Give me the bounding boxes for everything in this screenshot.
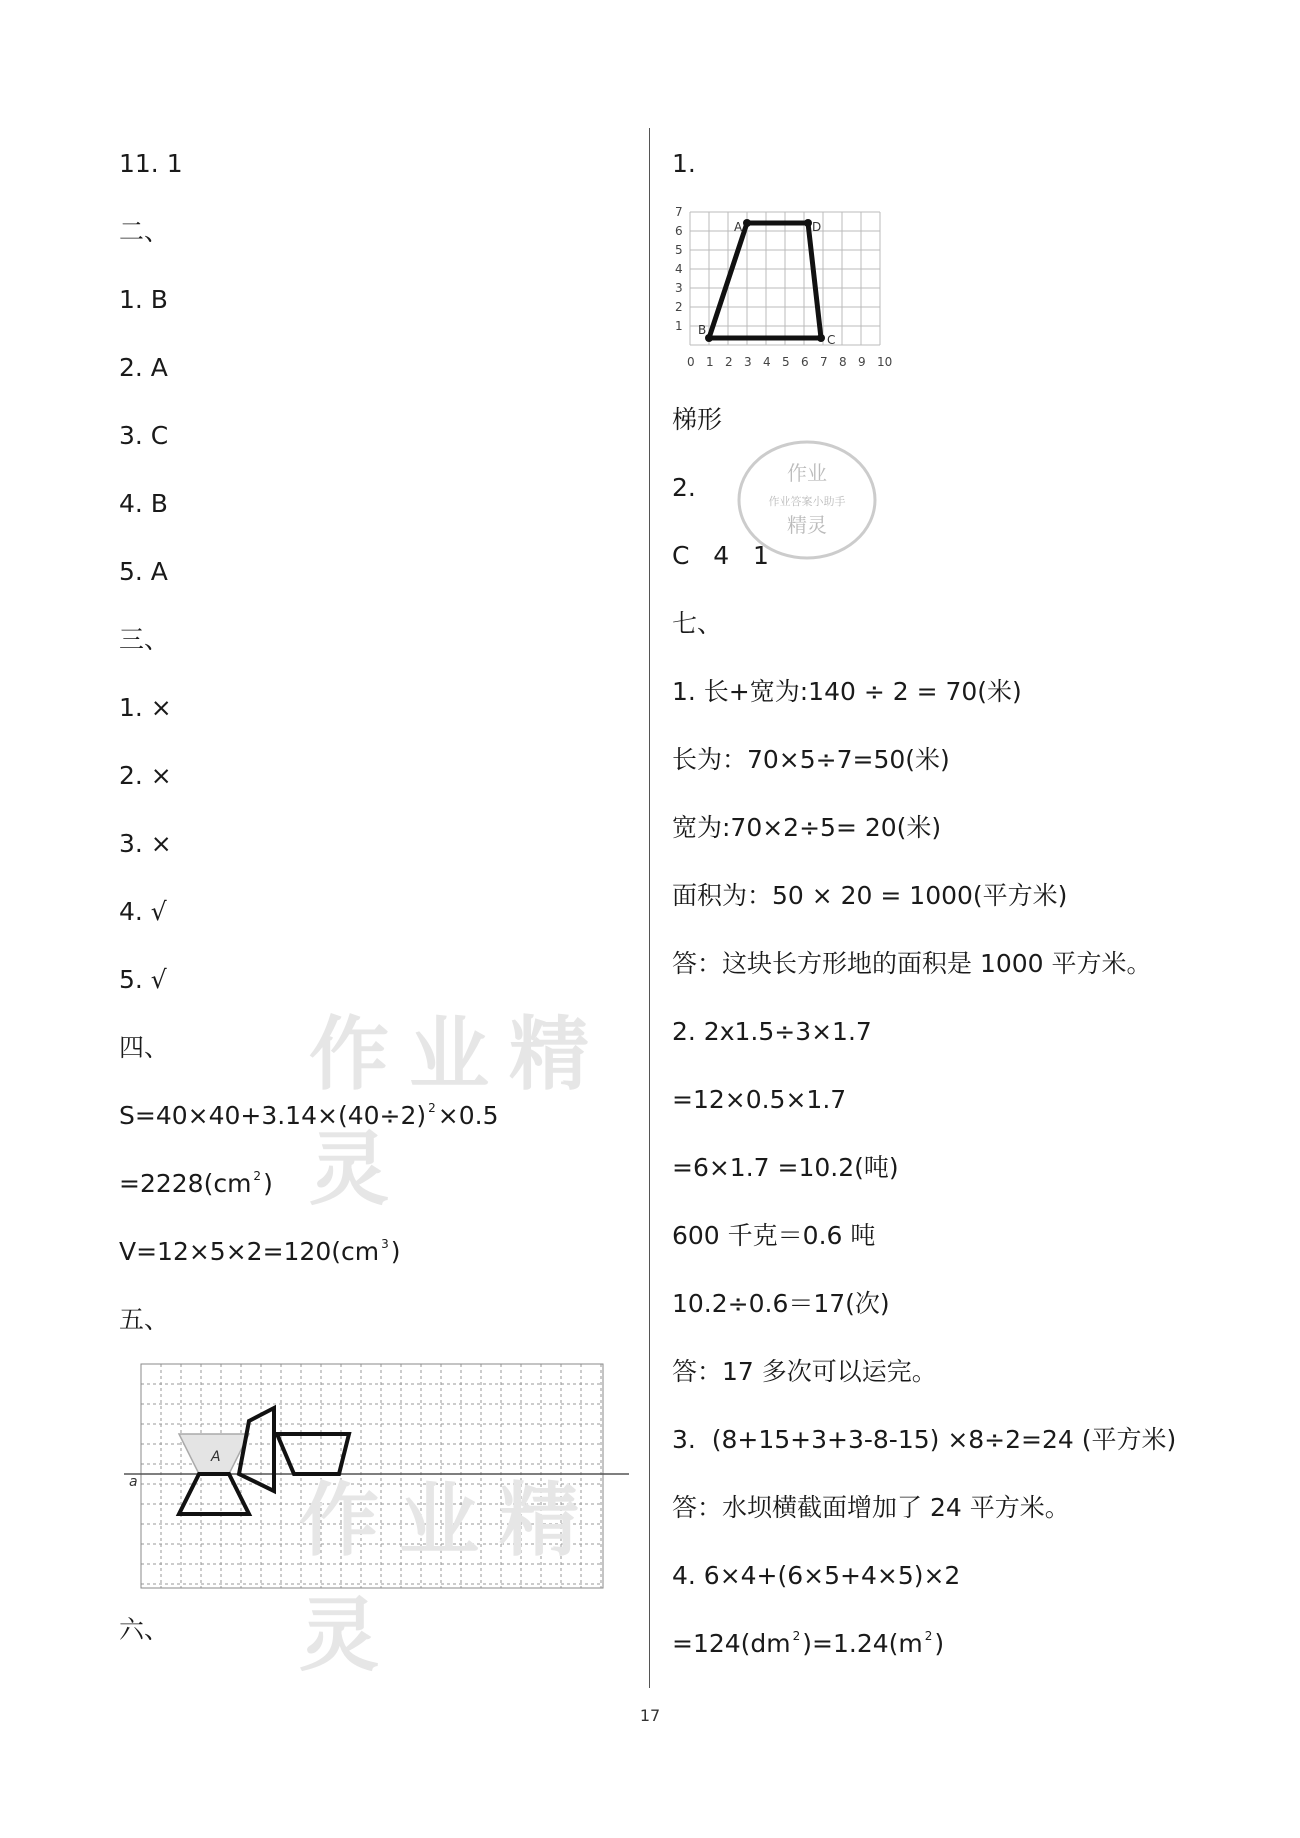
- q7-3-answer: 答：水坝横截面增加了 24 平方米。: [672, 1493, 1070, 1522]
- q7-1-step2: 长为：70×5÷7=50(米): [672, 745, 950, 774]
- q7-4-result-exp2: 2: [924, 1629, 933, 1643]
- y-tick-label: 4: [675, 262, 683, 276]
- reflection-grid-svg: [119, 1356, 639, 1596]
- q7-4-result-part1: =124(dm: [672, 1629, 791, 1658]
- section-5-heading: 五、: [119, 1305, 170, 1334]
- area-result-exponent: 2: [253, 1169, 262, 1183]
- x-tick-label: 2: [725, 355, 733, 368]
- answer-2-3: 3. C: [119, 421, 169, 450]
- q7-4-result-part3: ): [934, 1629, 945, 1658]
- answer-2-4: 4. B: [119, 489, 168, 518]
- label-b: B: [698, 323, 707, 337]
- answer-6-1: 1.: [672, 149, 696, 178]
- answer-2-1: 1. B: [119, 285, 168, 314]
- q7-4-step1: 4. 6×4+(6×5+4×5)×2: [672, 1561, 961, 1590]
- q7-1-answer: 答：这块长方形地的面积是 1000 平方米。: [672, 949, 1152, 978]
- answer-11-1: 11. 1: [119, 149, 183, 178]
- stamp-bottom-text: 精灵: [787, 513, 827, 537]
- y-tick-label: 1: [675, 319, 683, 333]
- answer-3-3: 3. ×: [119, 829, 172, 858]
- area-formula-main: S=40×40+3.14×(40÷2): [119, 1101, 427, 1130]
- label-a: A: [734, 220, 743, 234]
- section-4-heading: 四、: [119, 1033, 170, 1062]
- area-result-tail: ): [263, 1169, 273, 1198]
- x-tick-label: 9: [858, 355, 866, 368]
- y-tick-label: 5: [675, 243, 683, 257]
- reflection-figure: [119, 1356, 639, 1682]
- column-divider: [649, 128, 650, 1688]
- watermark-text-1: 作业精灵: [309, 1008, 609, 1216]
- q7-1-step4: 面积为：50 × 20 = 1000(平方米): [672, 881, 1068, 910]
- x-tick-label: 0: [687, 355, 695, 368]
- trapezoid-grid-svg: [672, 198, 942, 368]
- volume-formula-tail: ): [390, 1237, 401, 1266]
- x-tick-label: 7: [820, 355, 828, 368]
- x-tick-label: 10: [877, 355, 893, 368]
- answer-3-5: 5. √: [119, 965, 167, 994]
- volume-formula: [119, 1218, 639, 1286]
- area-formula: [119, 1082, 639, 1150]
- q7-1-step3: 宽为:70×2÷5= 20(米): [672, 813, 942, 842]
- stamp-mid-text: 作业答案小助手: [768, 495, 846, 508]
- shape-answer: 梯形: [672, 405, 723, 434]
- answer-3-2: 2. ×: [119, 761, 172, 790]
- shape-translated: [277, 1434, 349, 1474]
- label-c: C: [827, 333, 836, 347]
- x-tick-label: 6: [801, 355, 809, 368]
- x-tick-label: 3: [744, 355, 752, 368]
- answer-6-2: 2.: [672, 473, 696, 502]
- x-tick-label: 1: [706, 355, 714, 368]
- area-result-main: =2228(cm: [119, 1169, 252, 1198]
- point-a: [743, 219, 751, 227]
- watermark-stamp: [727, 430, 897, 570]
- axis-label: a: [129, 1474, 138, 1490]
- area-result: [119, 1150, 639, 1218]
- q7-2-step4: 600 千克＝0.6 吨: [672, 1221, 876, 1250]
- stamp-top-text: 作业: [787, 461, 827, 485]
- x-tick-label: 4: [763, 355, 771, 368]
- section-3-heading: 三、: [119, 625, 170, 654]
- y-tick-label: 7: [675, 205, 683, 219]
- shape-a-label: A: [211, 1449, 221, 1465]
- q7-2-step2: =12×0.5×1.7: [672, 1085, 847, 1114]
- page-number: 17: [639, 1706, 661, 1725]
- q7-2-step5: 10.2÷0.6＝17(次): [672, 1289, 890, 1318]
- shape-a-reflected: [179, 1474, 249, 1514]
- y-tick-label: 2: [675, 300, 683, 314]
- q7-2-answer: 答：17 多次可以运完。: [672, 1357, 937, 1386]
- section-2-heading: 二、: [119, 217, 170, 246]
- q7-2-step1: 2. 2x1.5÷3×1.7: [672, 1017, 872, 1046]
- q7-4-result-exp1: 2: [792, 1629, 801, 1643]
- q7-4-result-part2: )=1.24(m: [802, 1629, 923, 1658]
- area-formula-exponent: 2: [428, 1101, 436, 1115]
- point-c: [817, 334, 825, 342]
- x-tick-label: 5: [782, 355, 790, 368]
- section-7-heading: 七、: [672, 609, 723, 638]
- volume-formula-exponent: 3: [381, 1237, 389, 1251]
- label-d: D: [812, 220, 822, 234]
- left-column: [119, 130, 639, 1682]
- watermark-text-2: 作业精灵: [299, 1474, 599, 1682]
- y-tick-label: 3: [675, 281, 683, 295]
- volume-formula-main: V=12×5×2=120(cm: [119, 1237, 380, 1266]
- area-formula-tail: ×0.5: [437, 1101, 499, 1130]
- q7-1-step1: 1. 长+宽为:140 ÷ 2 = 70(米): [672, 677, 1022, 706]
- answer-3-4: 4. √: [119, 897, 167, 926]
- trapezoid-graph: [672, 198, 1272, 368]
- q7-4-result: [672, 1610, 1272, 1678]
- y-tick-label: 6: [675, 224, 683, 238]
- q7-3-step1: 3. (8+15+3+3-8-15) ×8÷2=24 (平方米): [672, 1425, 1177, 1454]
- point-d: [804, 219, 812, 227]
- q7-2-step3: =6×1.7 =10.2(吨): [672, 1153, 899, 1182]
- right-column: [672, 130, 1272, 1678]
- answer-6-2-values: C 4 1: [672, 541, 769, 570]
- section-6-heading: 六、: [119, 1615, 170, 1644]
- answer-3-1: 1. ×: [119, 693, 172, 722]
- answer-2-5: 5. A: [119, 557, 168, 586]
- x-tick-label: 8: [839, 355, 847, 368]
- shape-rotated: [239, 1408, 274, 1491]
- answer-2-2: 2. A: [119, 353, 168, 382]
